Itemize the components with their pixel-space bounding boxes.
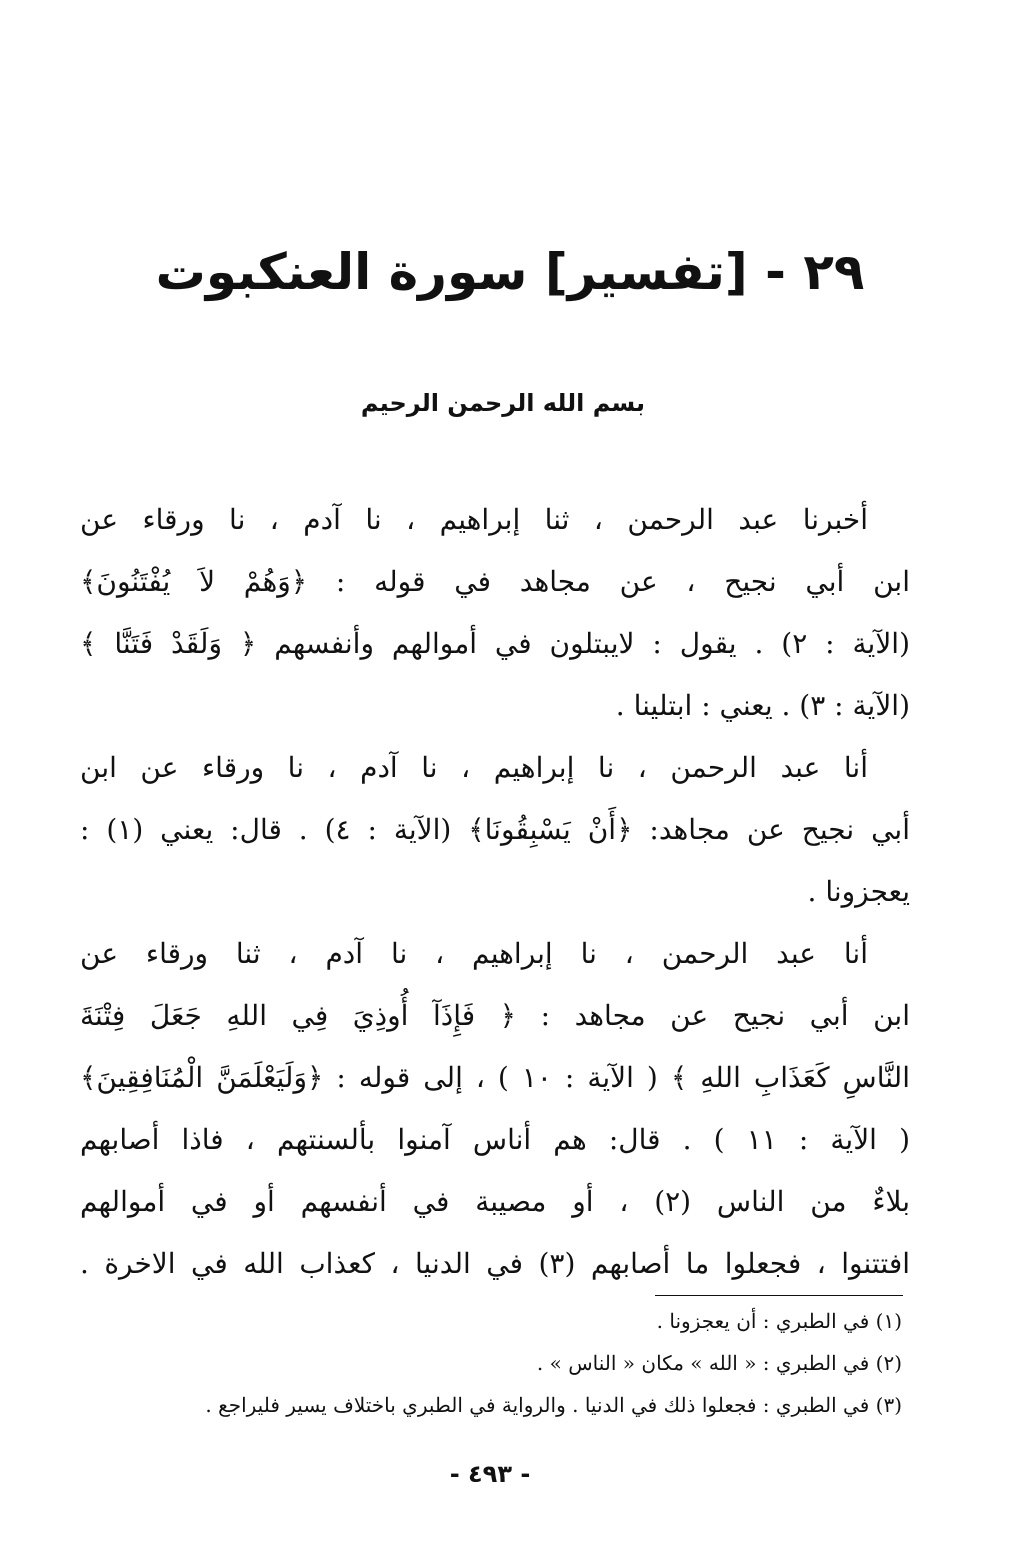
- text-line: افتتنوا ، فجعلوا ما أصابهم (٣) في الدنيا ، كعذاب الله في الاخرة .: [80, 1247, 910, 1280]
- chapter-title: ٢٩ - [تفسير] سورة العنكبوت: [155, 243, 865, 301]
- footnote-separator: [655, 1295, 903, 1296]
- basmala-calligraphy: بسم الله الرحمن الرحيم: [360, 389, 645, 417]
- page-number: - ٤٩٣ -: [449, 1460, 531, 1488]
- text-line: أخبرنا عبد الرحمن ، ثنا إبراهيم ، نا آدم ، نا ورقاء عن: [80, 503, 868, 536]
- text-line: أنا عبد الرحمن ، نا إبراهيم ، نا آدم ، ثنا ورقاء عن: [80, 937, 868, 970]
- text-line: يعجزونا .: [807, 875, 910, 908]
- footnote: (٢) في الطبري : « الله » مكان « الناس » .: [536, 1351, 902, 1375]
- footnote: (١) في الطبري : أن يعجزونا .: [656, 1309, 902, 1333]
- text-line: ابن أبي نجيح عن مجاهد : ﴿ فَإِذَآ أُوذِيَ فِي اللهِ جَعَلَ فِتْنَةَ: [80, 999, 910, 1032]
- text-line: ابن أبي نجيح ، عن مجاهد في قوله : ﴿وَهُمْ لاَ يُفْتَنُونَ﴾: [80, 565, 910, 598]
- text-line: (الآية : ٣) . يعني : ابتلينا .: [615, 689, 910, 722]
- footnote: (٣) في الطبري : فجعلوا ذلك في الدنيا . والرواية في الطبري باختلاف يسير فليراجع .: [205, 1393, 902, 1417]
- text-line: (الآية : ٢) . يقول : لايبتلون في أموالهم وأنفسهم ﴿ وَلَقَدْ فَتَنَّا ﴾: [80, 627, 910, 660]
- text-line: ( الآية : ١١ ) . قال: هم أناس آمنوا بألسنتهم ، فاذا أصابهم: [80, 1123, 910, 1156]
- text-line: أنا عبد الرحمن ، نا إبراهيم ، نا آدم ، نا ورقاء عن ابن: [80, 751, 868, 784]
- text-line: أبي نجيح عن مجاهد: ﴿أَنْ يَسْبِقُونَا﴾ (الآية : ٤) . قال: يعني (١) :: [80, 813, 910, 846]
- text-line: بلاءٌ من الناس (٢) ، أو مصيبة في أنفسهم أو في أموالهم: [80, 1185, 910, 1218]
- text-line: النَّاسِ كَعَذَابِ اللهِ ﴾ ( الآية : ١٠ ) ، إلى قوله : ﴿وَلَيَعْلَمَنَّ الْمُنَافِقِينَ﴾: [80, 1061, 910, 1094]
